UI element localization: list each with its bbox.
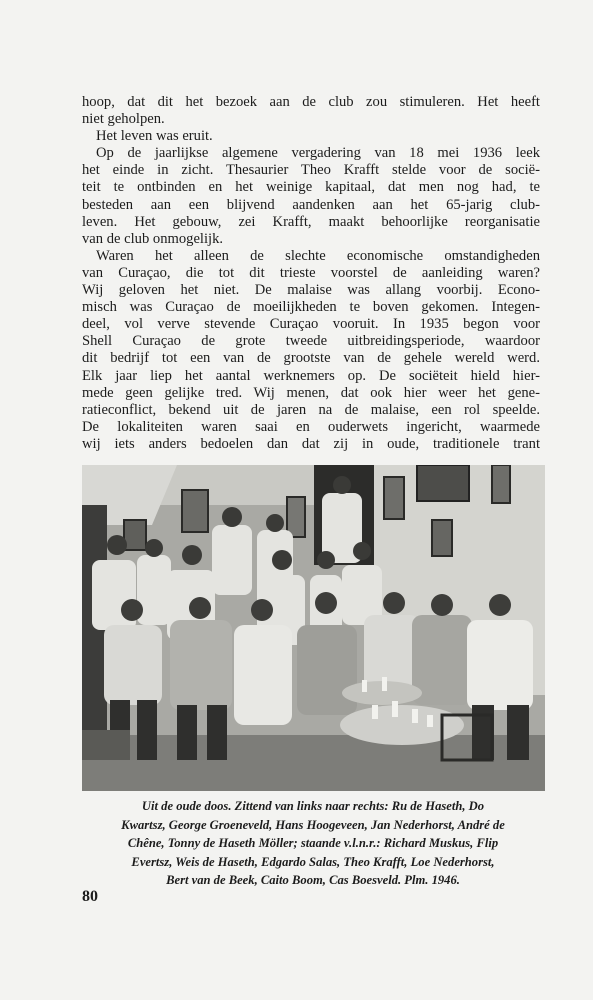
body-line: teit te ontbinden en het weinige kapitaal, dat men nog had, te bbox=[82, 179, 540, 196]
body-line: van Curaçao, die tot dit trieste voorstel de aanleiding waren? bbox=[82, 264, 540, 281]
body-line: van de club onmogelijk. bbox=[82, 230, 224, 247]
body-line: wij iets anders bedoelen dan dat zij in oude, traditionele trant bbox=[82, 435, 540, 452]
caption-line: Evertsz, Weis de Haseth, Edgardo Salas, Theo Krafft, Loe Nederhorst, bbox=[131, 854, 495, 869]
body-line: deel, vol verve stevende Curaçao vooruit. In 1935 begon voor bbox=[82, 316, 540, 333]
body-line: hoop, dat dit het bezoek aan de club zou stimuleren. Het heeft bbox=[82, 94, 540, 110]
body-line: leven. Het gebouw, zei Krafft, maakt behoorlijke reorganisatie bbox=[82, 213, 540, 230]
body-line: Elk jaar liep het aantal werknemers op. De sociëteit hield hier- bbox=[82, 367, 540, 384]
body-line: De lokaliteiten waren saai en ouderwets ingericht, waarmede bbox=[82, 418, 540, 435]
body-text bbox=[82, 94, 540, 453]
body-line: mede geen gelijke tred. Wij menen, dat ook hier weer het gene- bbox=[82, 384, 540, 401]
body-line: misch was Curaçao de moeilijkheden te boven gekomen. Integen- bbox=[82, 299, 540, 316]
group-photo-image bbox=[82, 465, 545, 791]
page-number: 80 bbox=[82, 888, 98, 905]
caption-line: Bert van de Beek, Caito Boom, Cas Boesveld. Plm. 1946. bbox=[166, 873, 460, 888]
body-line: het einde in zicht. Thesaurier Theo Krafft stelde voor de socië- bbox=[82, 162, 540, 179]
body-line: niet geholpen. bbox=[82, 111, 165, 128]
body-line: Shell Curaçao de grote tweede uitbreidingsperiode, waardoor bbox=[82, 333, 540, 350]
caption-line: Kwartsz, George Groeneveld, Hans Hoogeveen, Jan Nederhorst, André de bbox=[121, 817, 505, 832]
body-line: besteden aan een blijvend aandenken aan het 65-jarig club- bbox=[82, 196, 540, 213]
body-line: Wij geloven het niet. De malaise was allang voorbij. Econo- bbox=[82, 282, 540, 299]
body-line: Op de jaarlijkse algemene vergadering van 18 mei 1936 leek bbox=[96, 145, 540, 162]
photo-caption bbox=[82, 797, 544, 890]
body-line: Waren het alleen de slechte economische omstandigheden bbox=[96, 247, 540, 264]
caption-line: Uit de oude doos. Zittend van links naar rechts: Ru de Haseth, Do bbox=[141, 799, 485, 813]
body-line: dit bedrijf tot een van de grootste van de gehele wereld werd. bbox=[82, 350, 540, 367]
body-line: Het leven was eruit. bbox=[96, 128, 213, 145]
group-photo bbox=[82, 465, 545, 791]
body-line: ratieconflict, bekend uit de jaren na de malaise, een rol speelde. bbox=[82, 401, 540, 418]
caption-line: Chêne, Tonny de Haseth Möller; staande v.l.n.r.: Richard Muskus, Flip bbox=[127, 836, 499, 851]
